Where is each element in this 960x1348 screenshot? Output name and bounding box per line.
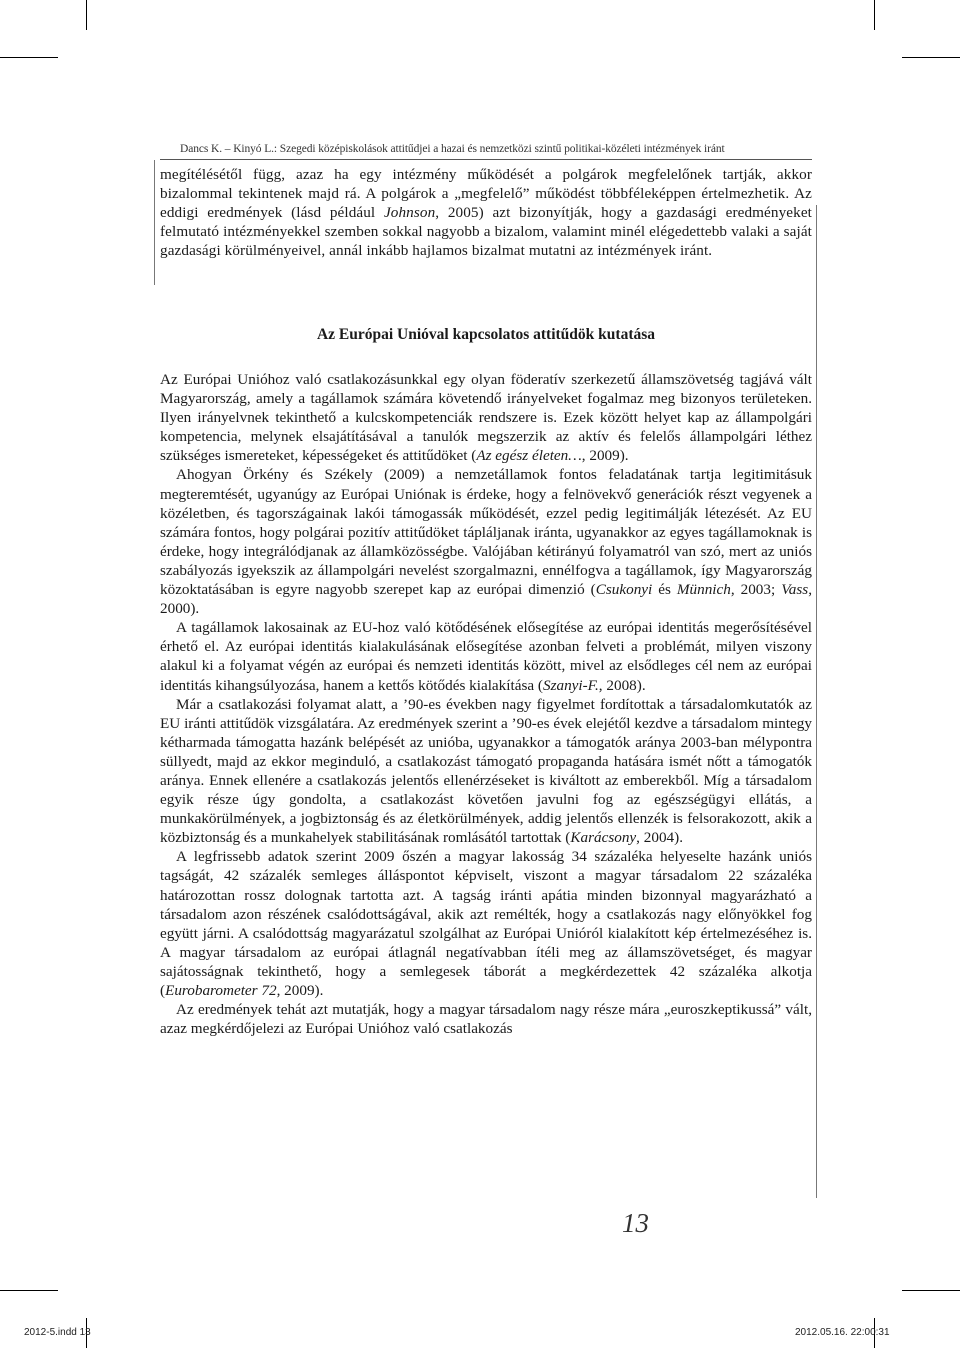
text-run: és bbox=[652, 581, 677, 599]
text-run: megítélésétől függ, azaz ha egy intézmény működését a polgárok megfelelőnek tartják, akkor bizalommal tekintenek majd rá. A polgárok a „megfelelő” működést többféleképpen értelmezhetik. Az eddigi eredmények (lásd például bbox=[160, 166, 812, 222]
paragraph bbox=[160, 370, 812, 465]
body-text bbox=[160, 370, 812, 1038]
paragraph bbox=[160, 165, 812, 260]
text-run: , 2000). bbox=[160, 581, 812, 618]
text-run: , 2003; bbox=[730, 581, 782, 599]
text-run: , 2005) azt bizonyítják, hogy a gazdasági eredményeket felmutató intézményekkel szemben sokkal nagyobb a bizalom, valamint minél elégedettebb valaki a saját gazdasági körülményeivel, annál inkább hajlamos bizalmat mutatni az intézmények iránt. bbox=[160, 204, 812, 260]
citation-text: Eurobarometer 72 bbox=[165, 982, 277, 999]
intro-paragraph bbox=[160, 165, 812, 260]
text-run: A tagállamok lakosainak az EU-hoz való kötődésének elősegítése az európai identitás megerősítésével érhető el. Az európai identitás kialakulásának elősegítése azonban felveti a problémát, milyen viszony alakul ki a folyamat végén az európai és nemzeti identitás között, mivel az elsődleges cél nem az európai identitás kihangsúlyozása, hanem a kettős kötődés kialakítása ( bbox=[160, 619, 812, 694]
crop-mark bbox=[86, 0, 87, 30]
text-run: Az Európai Unióhoz való csatlakozásunkkal egy olyan föderatív szerkezetű államszövetség tagjává vált Magyarország, amely a tagállamok számára követendő irányelveket fogalmaz meg bizonyos területeken. Ilyen irányelvnek tekinthető a kulcskompetenciák rendszere is. Ezek között helyet kap az állampolgári kompetencia, melynek elsajátításával a tanulók megszerzik az aktív és felelős állampolgári léthez szükséges ismereteket, képességeket és attitűdöket ( bbox=[160, 371, 812, 465]
citation-text: Johnson bbox=[383, 204, 436, 222]
crop-mark bbox=[0, 1290, 58, 1291]
slug-datetime: 2012.05.16. 22:00:31 bbox=[795, 1327, 890, 1338]
right-margin-bar bbox=[816, 205, 817, 1198]
slug-file: 2012-5.indd 13 bbox=[24, 1327, 91, 1338]
citation-text: Az egész életen… bbox=[476, 447, 582, 465]
paragraph bbox=[160, 1000, 812, 1038]
crop-mark bbox=[902, 57, 960, 58]
text-run: Ahogyan Örkény és Székely (2009) a nemzetállamok fontos feladatának tartja legitimitásuk megteremtését, ugyanúgy az Európai Uniónak is érdeke, hogy a felnövekvő generációk részt vegyenek a közéletben, és tagországainak lakói támogassák működését, ezzel pedig legitimálják létezését. Az EU számára fontos, hogy polgárai pozitív attitűdöket tápláljanak iránta, ugyanakkor az egyes tagállamoknak is érdeke, hogy integrálódjanak az államközösségbe. Valójában kétirányú folyamatról van szó, mert az uniós szabályozás igyekszik az állampolgári nevelést szorgalmazni, ennélfogva a tagállamok, így Magyarország közoktatásában is egyre nagyobb szerepet kap az európai dimenzió ( bbox=[160, 466, 812, 599]
running-head: Dancs K. – Kinyó L.: Szegedi középiskolások attitűdjei a hazai és nemzetközi szintű politikai-közéleti intézmények iránt bbox=[180, 143, 725, 155]
crop-mark bbox=[902, 1290, 960, 1291]
citation-text: Karácsony bbox=[570, 829, 637, 847]
header-rule bbox=[160, 159, 812, 160]
text-run: Már a csatlakozási folyamat alatt, a ’90-es években nagy figyelmet fordítottak a társadalomkutatók az EU iránti attitűdök vizsgálatára. Az eredmények szerint a ’90-es évek elejétől kezdve a társadalom mintegy kétharmada támogatta hazánk belépését az unióba, ugyanakkor a támogatók aránya 2003-ban mélypontra süllyedt, majd az ekkor meginduló, a csatlakozást támogató propaganda hatására ismét nőtt a támogatók aránya. Ennek ellenére a csatlakozás jelentős ellenérzéseket is kiváltott az emberekből. Míg a társadalom egyik része úgy gondolta, a csatlakozást követően javulni fog az egészségügyi ellátás, a munkakörülmények, a jogbiztonság és az életkörülmények, addig jelentős ellenzék is felsorakozott, akik a közbiztonság és a munkahelyek stabilitásának romlásától tartottak ( bbox=[160, 695, 812, 847]
citation-text: Münnich bbox=[676, 581, 731, 599]
citation-text: Csukonyi bbox=[595, 581, 653, 599]
crop-mark bbox=[874, 0, 875, 30]
paragraph bbox=[160, 465, 812, 618]
text-run: A legfrissebb adatok szerint 2009 őszén a magyar lakosság 34 százaléka helyeselte hazánk uniós tagságát, 42 százalék semleges álláspontot képviselt, viszont a magyar társadalom 22 százaléka határozottan rossz dolognak tartotta azt. A tagság iránti apátia minden bizonnyal magyarázható a társadalom azon részének csalódottságával, akik azt remélték, hogy a csatlakozás nagy előnyökkel fog együtt járni. A csalódottság magyarázatul szolgálhat az Európai Unióról kialakított kép értelmezéséhez is. A magyar társadalom az európai átlagnál negatívabban ítéli meg az államszövetséget, és magyar sajátosságnak tekinthető, hogy a semlegesek táborát a megkérdezettek 42 százaléka alkotja ( bbox=[160, 848, 812, 999]
left-margin-bar bbox=[154, 160, 155, 285]
section-heading: Az Európai Unióval kapcsolatos attitűdök kutatása bbox=[316, 326, 656, 343]
text-run: Az eredmények tehát azt mutatják, hogy a magyar társadalom nagy része mára „euroszkeptikussá” vált, azaz megkérdőjelezi az Európai Unióhoz való csatlakozás bbox=[160, 1001, 812, 1038]
paragraph bbox=[160, 695, 812, 848]
crop-mark bbox=[0, 57, 58, 58]
paragraph bbox=[160, 618, 812, 694]
citation-text: Szanyi-F. bbox=[542, 676, 599, 694]
page-number: 13 bbox=[622, 1208, 649, 1238]
text-run: , 2004). bbox=[636, 829, 683, 847]
citation-text: Vass bbox=[781, 581, 809, 599]
paragraph bbox=[160, 847, 812, 1000]
text-run: , 2009). bbox=[276, 982, 324, 999]
text-run: , 2008). bbox=[598, 676, 646, 694]
text-run: , 2009). bbox=[581, 447, 629, 465]
